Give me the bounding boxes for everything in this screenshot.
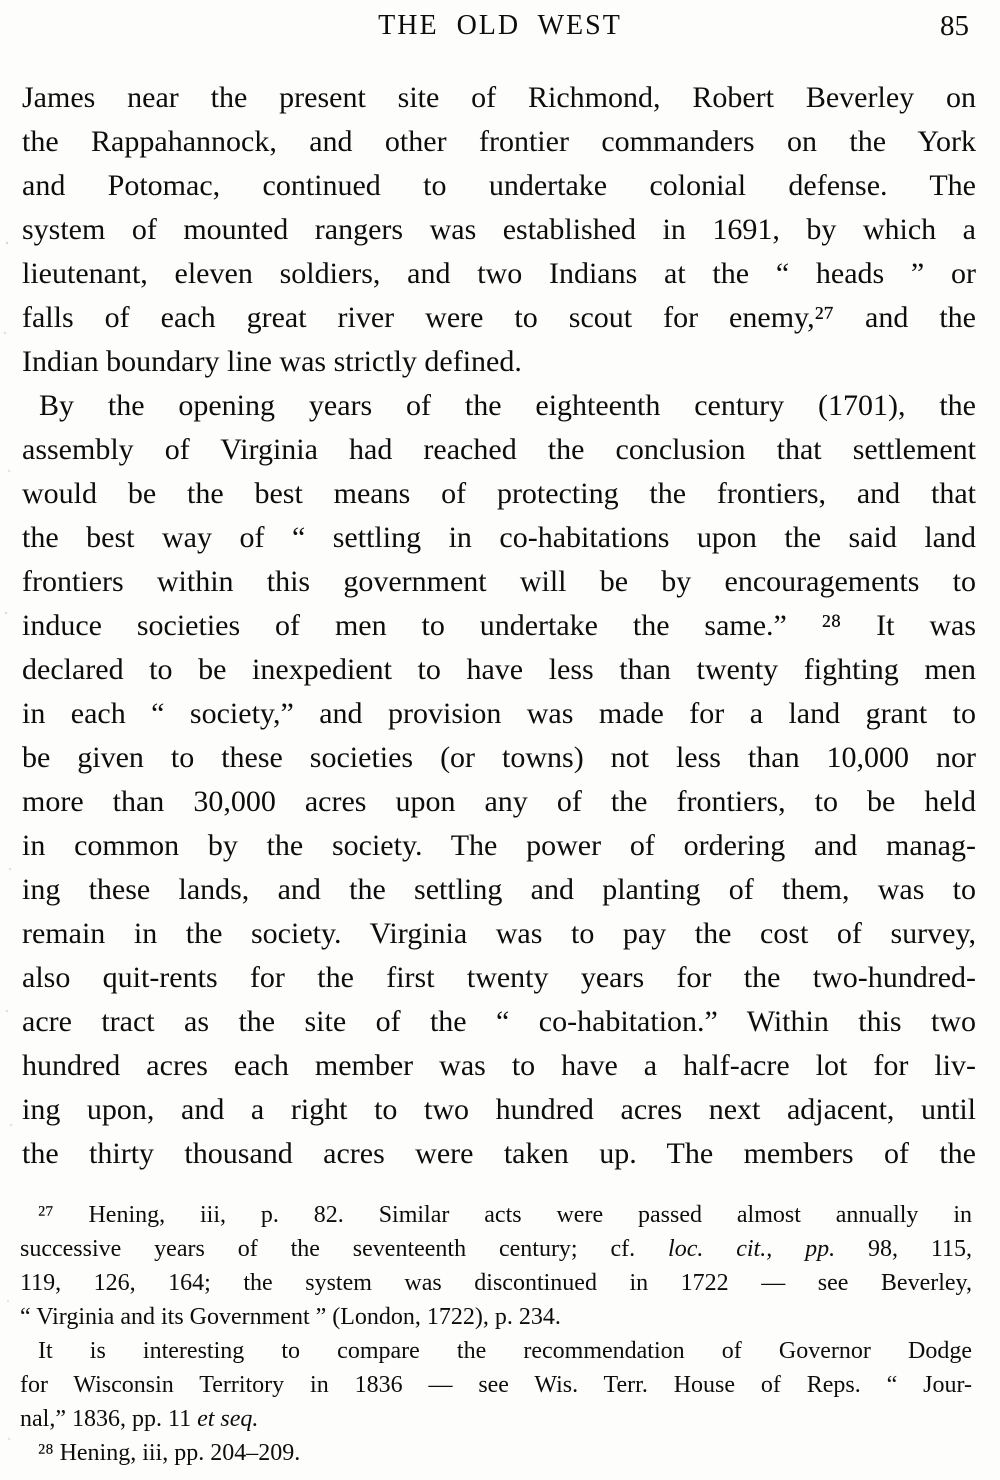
text-line: lieutenant, eleven soldiers, and two Indians at the “ heads ” or <box>22 257 976 290</box>
page-header <box>0 8 1000 48</box>
text-line: also quit-rents for the first twenty years for the two-hundred- <box>22 961 976 994</box>
text-line: the thirty thousand acres were taken up. The members of the <box>22 1137 976 1170</box>
footnotes-section <box>20 1198 972 1470</box>
body-text <box>22 76 976 1176</box>
text-line: in common by the society. The power of ordering and manag- <box>22 829 976 862</box>
scan-noise <box>0 0 2 2</box>
text-line: Indian boundary line was strictly defined. <box>22 345 522 378</box>
running-head-title: THE OLD WEST <box>378 10 622 41</box>
page-number: 85 <box>940 10 969 42</box>
text-line: assembly of Virginia had reached the conclusion that settlement <box>22 433 976 466</box>
text-line: induce societies of men to undertake the same.” ²⁸ It was <box>22 609 976 642</box>
paragraph-cohabitations <box>22 384 976 1176</box>
text-line: By the opening years of the eighteenth century (1701), the <box>39 389 976 422</box>
footnote-line: nal,” 1836, pp. 11 et seq. <box>20 1406 259 1432</box>
footnote-line: successive years of the seventeenth century; cf. loc. cit., pp. 98, 115, <box>20 1236 973 1262</box>
text-line: more than 30,000 acres upon any of the frontiers, to be held <box>22 785 976 818</box>
footnote-line: ²⁸ Hening, iii, pp. 204–209. <box>38 1440 301 1466</box>
text-line: the best way of “ settling in co-habitations upon the said land <box>22 521 976 554</box>
text-line: would be the best means of protecting the frontiers, and that <box>22 477 976 510</box>
footnote-27 <box>20 1198 972 1334</box>
text-line: falls of each great river were to scout for enemy,²⁷ and the <box>22 301 976 334</box>
paragraph-continuation <box>22 76 976 384</box>
text-line: ing upon, and a right to two hundred acres next adjacent, until <box>22 1093 976 1126</box>
footnote-line: for Wisconsin Territory in 1836 — see Wis. Terr. House of Reps. “ Jour- <box>20 1372 972 1398</box>
text-line: frontiers within this government will be by encouragements to <box>22 565 976 598</box>
text-line: ing these lands, and the settling and planting of them, was to <box>22 873 976 906</box>
footnote-line: “ Virginia and its Government ” (London, 1722), p. 234. <box>20 1304 561 1330</box>
text-line: the Rappahannock, and other frontier commanders on the York <box>22 125 976 158</box>
footnote-line: It is interesting to compare the recommendation of Governor Dodge <box>38 1338 972 1364</box>
text-line: be given to these societies (or towns) not less than 10,000 nor <box>22 741 976 774</box>
text-line: James near the present site of Richmond, Robert Beverley on <box>22 81 976 114</box>
text-line: hundred acres each member was to have a half-acre lot for liv- <box>22 1049 976 1082</box>
footnote-line: 119, 126, 164; the system was discontinued in 1722 — see Beverley, <box>20 1270 972 1296</box>
text-line: system of mounted rangers was established in 1691, by which a <box>22 213 976 246</box>
text-line: declared to be inexpedient to have less than twenty fighting men <box>22 653 976 686</box>
footnote-28 <box>20 1436 972 1470</box>
text-line: acre tract as the site of the “ co-habitation.” Within this two <box>22 1005 976 1038</box>
text-line: remain in the society. Virginia was to pay the cost of survey, <box>22 917 976 950</box>
footnote-remark <box>20 1334 972 1436</box>
text-line: in each “ society,” and provision was made for a land grant to <box>22 697 976 730</box>
footnote-line: ²⁷ Hening, iii, p. 82. Similar acts were passed almost annually in <box>38 1202 972 1228</box>
text-line: and Potomac, continued to undertake colonial defense. The <box>22 169 976 202</box>
